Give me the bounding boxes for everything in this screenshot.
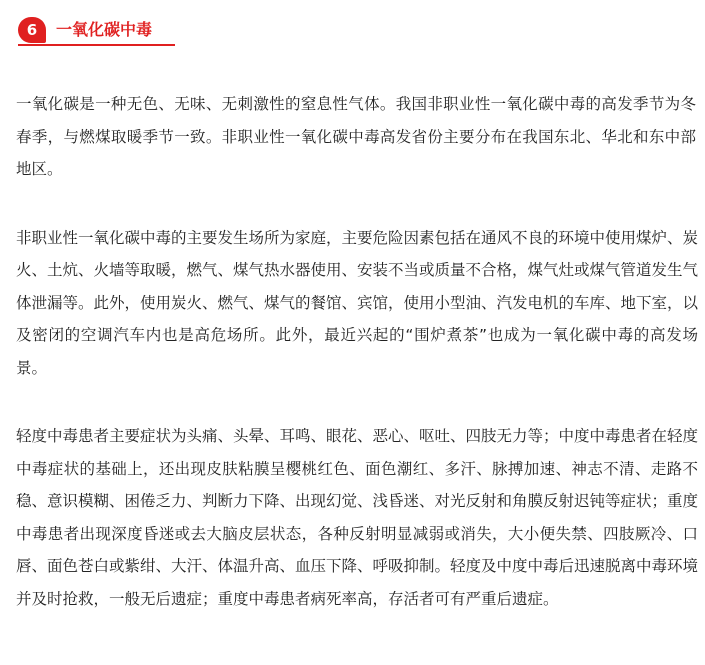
section-title: 一氧化碳中毒 (56, 20, 153, 39)
section-header (18, 17, 175, 45)
paragraph-overview: 一氧化碳是一种无色、无味、无刺激性的窒息性气体。我国非职业性一氧化碳中毒的高发季节为冬春季，与燃煤取暖季节一致。非职业性一氧化碳中毒高发省份主要分布在我国东北、华北和东中部地区。 (16, 95, 696, 178)
paragraph-symptoms: 轻度中毒患者主要症状为头痛、头晕、耳鸣、眼花、恶心、呕吐、四肢无力等；中度中毒患者在轻度中毒症状的基础上，还出现皮肤粘膜呈樱桃红色、面色潮红、多汗、脉搏加速、神志不清、走路不稳、意识模糊、困倦乏力、判断力下降、出现幻觉、浅昏迷、对光反射和角膜反射迟钝等症状；重度中毒患者出现深度昏迷或去大脑皮层状态，各种反射明显减弱或消失，大小便失禁、四肢厥冷、口唇、面色苍白或紫绀、大汗、体温升高、血压下降、呼吸抑制。轻度及中度中毒后迅速脱离中毒环境并及时抢救，一般无后遗症；重度中毒患者病死率高，存活者可有严重后遗症。 (16, 427, 699, 608)
section-title-underline (18, 44, 175, 46)
section-number-badge: 6 (18, 17, 46, 43)
article-body (16, 88, 698, 615)
paragraph-risk-factors: 非职业性一氧化碳中毒的主要发生场所为家庭，主要危险因素包括在通风不良的环境中使用煤炉、炭火、土炕、火墙等取暖，燃气、煤气热水器使用、安装不当或质量不合格，煤气灶或煤气管道发生气体泄漏等。此外，使用炭火、燃气、煤气的餐馆、宾馆，使用小型油、汽发电机的车库、地下室，以及密闭的空调汽车内也是高危场所。此外，最近兴起的“围炉煮茶”也成为一氧化碳中毒的高发场景。 (16, 228, 699, 377)
